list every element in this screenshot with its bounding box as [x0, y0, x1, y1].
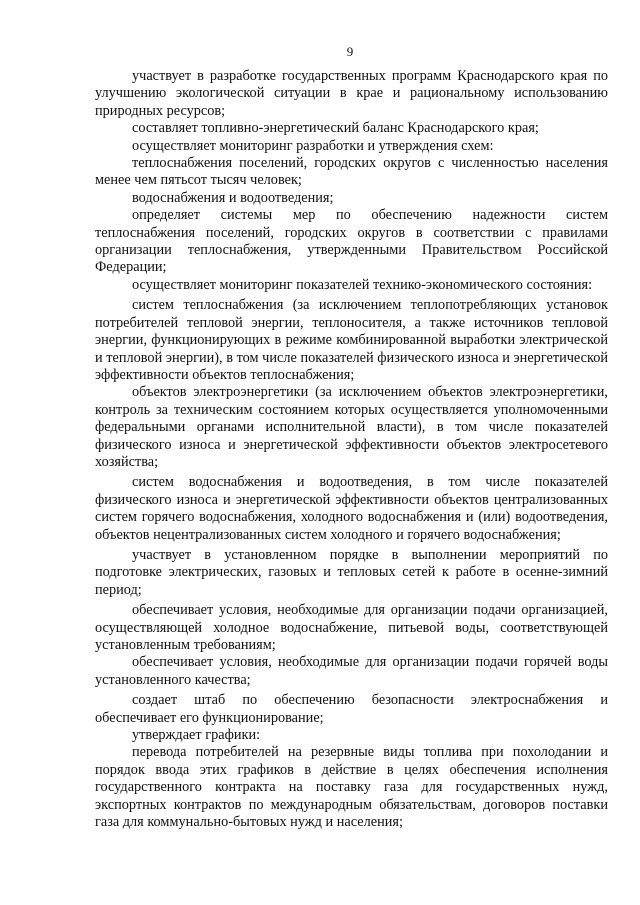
paragraph: осуществляет мониторинг разработки и утверждения схем: — [132, 137, 494, 154]
paragraph: составляет топливно-энергетический баланс Краснодарского края; — [132, 120, 539, 137]
page-number: 9 — [346, 44, 354, 59]
paragraph: определяет системы мер по обеспечению надежности систем теплоснабжения поселений, городских округов в соответствии с правилами организации теплоснабжения, утвержденными Правительством Российской Федерации; — [95, 207, 608, 276]
paragraph: осуществляет мониторинг показателей технико-экономического состояния: — [132, 276, 593, 293]
paragraph: участвует в разработке государственных программ Краснодарского края по улучшению экологической ситуации в крае и рациональному использованию природных ресурсов; — [95, 68, 608, 119]
paragraph: утверждает графики: — [132, 727, 261, 744]
paragraph: обеспечивает условия, необходимые для организации подачи горячей воды установленного качества; — [95, 654, 608, 688]
paragraph: водоснабжения и водоотведения; — [132, 189, 334, 206]
paragraph: обеспечивает условия, необходимые для организации подачи организацией, осуществляющей холодное водоснабжение, питьевой воды, соответствующей установленным требованиям; — [95, 602, 608, 653]
paragraph: систем теплоснабжения (за исключением теплопотребляющих установок потребителей тепловой энергии, теплоносителя, а также источников тепловой энергии, функционирующих в режиме комбинированной выработки электрической и тепловой энергии), в том числе показателей физического износа и энергетической эффективности объектов теплоснабжения; — [95, 297, 608, 383]
paragraph: создает штаб по обеспечению безопасности электроснабжения и обеспечивает его функционирование; — [95, 692, 608, 726]
document-body — [95, 68, 608, 831]
paragraph: объектов электроэнергетики (за исключением объектов электроэнергетики, контроль за техническим состоянием которых осуществляется уполномоченными федеральными органами исполнительной власти), в том числе показателей физического износа и энергетической эффективности объектов электросетевого хозяйства; — [95, 384, 608, 470]
paragraph: участвует в установленном порядке в выполнении мероприятий по подготовке электрических, газовых и тепловых сетей к работе в осенне-зимний период; — [95, 546, 608, 598]
paragraph: перевода потребителей на резервные виды топлива при похолодании и порядок ввода этих графиков в действие в целях обеспечения исполнения государственного контракта на поставку газа для государственных нужд, экспортных контрактов по международным обязательствам, договоров поставки газа для коммунально-бытовых нужд и населения; — [95, 744, 608, 831]
paragraph: систем водоснабжения и водоотведения, в том числе показателей физического износа и энергетической эффективности объектов централизованных систем горячего водоснабжения, холодного водоснабжения и (или) водоотведения, объектов нецентрализованных систем холодного и горячего водоснабжения; — [95, 474, 608, 543]
paragraph: теплоснабжения поселений, городских округов с численностью населения менее чем пятьсот тысяч человек; — [95, 155, 608, 189]
